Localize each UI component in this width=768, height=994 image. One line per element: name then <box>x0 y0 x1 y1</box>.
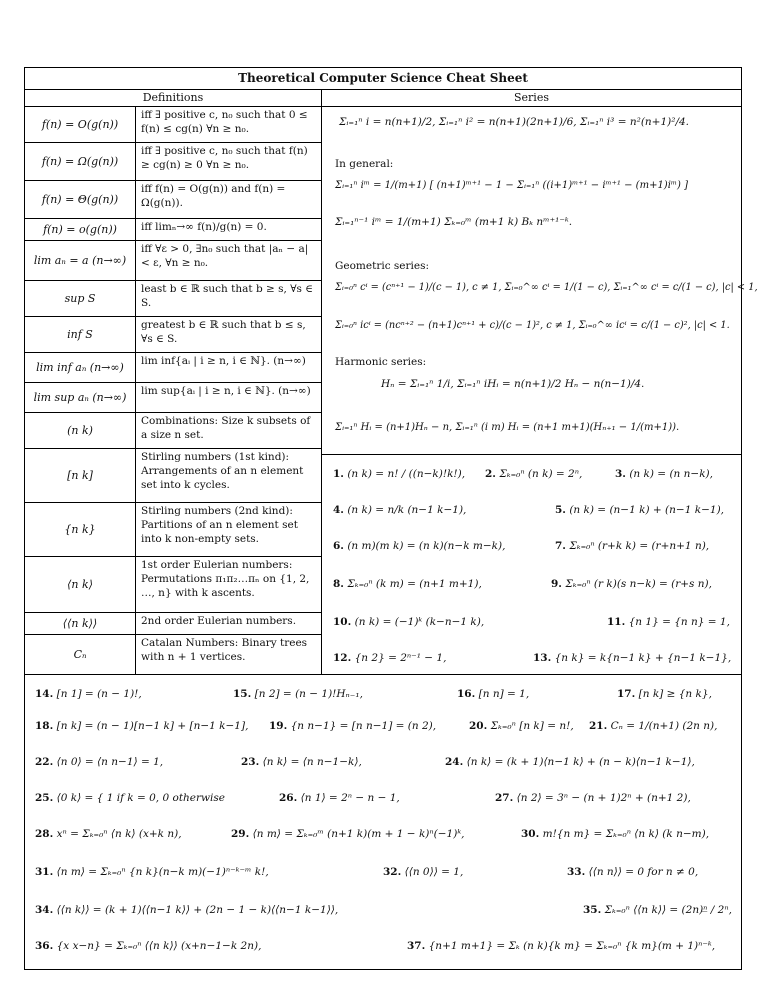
definition-row <box>25 448 321 503</box>
identity-20: 20. Σₖ₌₀ⁿ [n k] = n!, <box>469 720 574 732</box>
identity-19: 19. {n n−1} = [n n−1] = (n 2), <box>269 720 437 732</box>
identity-25: 25. ⟨0 k⟩ = { 1 if k = 0, 0 otherwise <box>35 792 225 804</box>
definition-term: (n k) <box>67 423 93 437</box>
definition-desc: Catalan Numbers: Binary trees with n + 1 vertices. <box>141 637 308 663</box>
geometric-label: Geometric series: <box>335 260 430 272</box>
definition-desc: least b ∈ ℝ such that b ≥ s, ∀s ∈ S. <box>141 283 314 309</box>
identity-18: 18. [n k] = (n − 1)[n−1 k] + [n−1 k−1], <box>35 720 249 732</box>
identity-28: 28. xⁿ = Σₖ₌₀ⁿ ⟨n k⟩ (x+k n), <box>35 828 182 840</box>
identity-29: 29. ⟨n m⟩ = Σₖ₌₀ᵐ (n+1 k)(m + 1 − k)ⁿ(−1)ᵏ, <box>231 828 465 840</box>
identity-32: 32. ⟨⟨n 0⟩⟩ = 1, <box>383 866 464 878</box>
series-harmonic-sum: Σᵢ₌₁ⁿ Hᵢ = (n+1)Hₙ − n, Σᵢ₌₁ⁿ (i m) Hᵢ = (n+1 m+1)(Hₙ₊₁ − 1/(m+1)). <box>335 422 680 433</box>
cheat-sheet <box>24 67 758 970</box>
definition-desc: 2nd order Eulerian numbers. <box>141 615 297 627</box>
definition-row <box>25 106 321 143</box>
identity-31: 31. ⟨n m⟩ = Σₖ₌₀ⁿ {n k}(n−k m)(−1)ⁿ⁻ᵏ⁻ᵐ k!, <box>35 866 269 878</box>
identity-6: 6. (n m)(m k) = (n k)(n−k m−k), <box>333 540 506 552</box>
definition-row <box>25 142 321 181</box>
definition-row <box>25 352 321 383</box>
definition-row <box>25 382 321 413</box>
definition-desc: Stirling numbers (2nd kind): Partitions of an n element set into k non-empty sets. <box>141 505 298 545</box>
identity-27: 27. ⟨n 2⟩ = 3ⁿ − (n + 1)2ⁿ + (n+1 2), <box>495 792 691 804</box>
identity-4: 4. (n k) = n/k (n−1 k−1), <box>333 504 467 516</box>
definition-row <box>25 502 321 557</box>
definition-desc: lim sup{aᵢ | i ≥ n, i ∈ ℕ}. (n→∞) <box>141 385 311 397</box>
definition-term: sup S <box>64 291 96 305</box>
definition-row <box>25 240 321 281</box>
definitions-header: Definitions <box>25 89 321 107</box>
identity-10: 10. (n k) = (−1)ᵏ (k−n−1 k), <box>333 616 485 628</box>
identity-30: 30. m!{n m} = Σₖ₌₀ⁿ ⟨n k⟩ (k n−m), <box>521 828 710 840</box>
definition-desc: iff limₙ→∞ f(n)/g(n) = 0. <box>141 221 267 233</box>
definition-desc: iff f(n) = O(g(n)) and f(n) = Ω(g(n)). <box>141 183 286 209</box>
definition-desc: iff ∃ positive c, n₀ such that f(n) ≥ cg(n) ≥ 0 ∀n ≥ n₀. <box>141 145 308 171</box>
identity-24: 24. ⟨n k⟩ = (k + 1)⟨n−1 k⟩ + (n − k)⟨n−1 k−1⟩, <box>445 756 695 768</box>
definition-term: lim aₙ = a (n→∞) <box>33 253 127 267</box>
identity-22: 22. ⟨n 0⟩ = ⟨n n−1⟩ = 1, <box>35 756 164 768</box>
series-header: Series <box>322 89 741 107</box>
general-label: In general: <box>335 158 394 170</box>
definition-row <box>25 280 321 317</box>
definition-row <box>25 634 321 675</box>
definition-row <box>25 316 321 353</box>
definition-term: lim sup aₙ (n→∞) <box>33 390 127 404</box>
sheet-title: Theoretical Computer Science Cheat Sheet <box>25 68 741 90</box>
definition-desc: greatest b ∈ ℝ such that b ≤ s, ∀s ∈ S. <box>141 319 306 345</box>
definition-desc: iff ∀ε > 0, ∃n₀ such that |aₙ − a| < ε, ∀n ≥ n₀. <box>141 243 309 269</box>
identity-15: 15. [n 2] = (n − 1)!Hₙ₋₁, <box>233 688 363 700</box>
definition-term: Cₙ <box>73 647 87 661</box>
identity-9: 9. Σₖ₌₀ⁿ (r k)(s n−k) = (r+s n), <box>551 578 712 590</box>
definition-term: f(n) = O(g(n)) <box>41 117 119 131</box>
definition-term: f(n) = o(g(n)) <box>43 222 117 236</box>
identity-13: 13. {n k} = k{n−1 k} + {n−1 k−1}, <box>533 652 732 664</box>
series-sums-powers: Σᵢ₌₁ⁿ i = n(n+1)/2, Σᵢ₌₁ⁿ i² = n(n+1)(2n+1)/6, Σᵢ₌₁ⁿ i³ = n²(n+1)²/4. <box>339 116 690 128</box>
definition-desc: iff ∃ positive c, n₀ such that 0 ≤ f(n) ≤ cg(n) ∀n ≥ n₀. <box>141 109 308 135</box>
definition-term: ⟨n k⟩ <box>67 577 93 591</box>
identity-2: 2. Σₖ₌₀ⁿ (n k) = 2ⁿ, <box>485 468 583 480</box>
series-harmonic: Hₙ = Σᵢ₌₁ⁿ 1/i, Σᵢ₌₁ⁿ iHᵢ = n(n+1)/2 Hₙ − n(n−1)/4. <box>381 378 645 390</box>
identity-23: 23. ⟨n k⟩ = ⟨n n−1−k⟩, <box>241 756 362 768</box>
identity-36: 36. {x x−n} = Σₖ₌₀ⁿ ⟨⟨n k⟩⟩ (x+n−1−k 2n), <box>35 940 262 952</box>
definition-term: f(n) = Θ(g(n)) <box>41 192 119 206</box>
definition-term: inf S <box>67 327 93 341</box>
identity-26: 26. ⟨n 1⟩ = 2ⁿ − n − 1, <box>279 792 400 804</box>
definition-row <box>25 612 321 635</box>
definition-term: lim inf aₙ (n→∞) <box>36 360 124 374</box>
identity-16: 16. [n n] = 1, <box>457 688 530 700</box>
identity-17: 17. [n k] ≥ {n k}, <box>617 688 712 700</box>
identity-35: 35. Σₖ₌₀ⁿ ⟨⟨n k⟩⟩ = (2n)ⁿ̲ / 2ⁿ, <box>583 904 732 916</box>
series-geometric: Σᵢ₌₀ⁿ cⁱ = (cⁿ⁺¹ − 1)/(c − 1), c ≠ 1, Σᵢ₌₀^∞ cⁱ = 1/(1 − c), Σᵢ₌₁^∞ cⁱ = c/(1 − c), |c| < 1, <box>335 282 758 293</box>
definition-row <box>25 180 321 219</box>
harmonic-label: Harmonic series: <box>335 356 427 368</box>
identity-3: 3. (n k) = (n n−k), <box>615 468 713 480</box>
series-geometric-weighted: Σᵢ₌₀ⁿ icⁱ = (ncⁿ⁺² − (n+1)cⁿ⁺¹ + c)/(c − 1)², c ≠ 1, Σᵢ₌₀^∞ icⁱ = c/(1 − c)², |c| < 1. <box>335 320 730 331</box>
identity-8: 8. Σₖ₌₀ⁿ (k m) = (n+1 m+1), <box>333 578 482 590</box>
identity-21: 21. Cₙ = 1/(n+1) (2n n), <box>589 720 718 732</box>
identity-12: 12. {n 2} = 2ⁿ⁻¹ − 1, <box>333 652 447 664</box>
identity-14: 14. [n 1] = (n − 1)!, <box>35 688 142 700</box>
column-divider <box>321 89 322 674</box>
identity-1: 1. (n k) = n! / ((n−k)!k!), <box>333 468 466 480</box>
identity-33: 33. ⟨⟨n n⟩⟩ = 0 for n ≠ 0, <box>567 866 699 878</box>
identity-34: 34. ⟨⟨n k⟩⟩ = (k + 1)⟨⟨n−1 k⟩⟩ + (2n − 1 − k)⟨⟨n−1 k−1⟩⟩, <box>35 904 339 916</box>
definition-term: {n k} <box>64 522 96 536</box>
definition-term: [n k] <box>67 468 93 482</box>
identity-7: 7. Σₖ₌₀ⁿ (r+k k) = (r+n+1 n), <box>555 540 710 552</box>
identities-top-rule <box>25 674 741 675</box>
definition-row <box>25 412 321 449</box>
definition-row <box>25 556 321 613</box>
definition-desc: Combinations: Size k subsets of a size n set. <box>141 415 311 441</box>
series-bottom-rule <box>321 454 741 455</box>
definition-term: f(n) = Ω(g(n)) <box>41 154 119 168</box>
identity-5: 5. (n k) = (n−1 k) + (n−1 k−1), <box>555 504 724 516</box>
series-bernoulli: Σᵢ₌₁ⁿ⁻¹ iᵐ = 1/(m+1) Σₖ₌₀ᵐ (m+1 k) Bₖ nᵐ⁺¹⁻ᵏ. <box>335 216 573 228</box>
identity-11: 11. {n 1} = {n n} = 1, <box>607 616 730 628</box>
definition-desc: lim inf{aᵢ | i ≥ n, i ∈ ℕ}. (n→∞) <box>141 355 306 367</box>
definition-row <box>25 218 321 241</box>
definition-desc: 1st order Eulerian numbers: Permutations π₁π₂…πₙ on {1, 2, …, n} with k ascents. <box>141 559 310 599</box>
series-general-power: Σᵢ₌₁ⁿ iᵐ = 1/(m+1) [ (n+1)ᵐ⁺¹ − 1 − Σᵢ₌₁ⁿ ((i+1)ᵐ⁺¹ − iᵐ⁺¹ − (m+1)iᵐ) ] <box>335 180 689 191</box>
definition-term: ⟨⟨n k⟩⟩ <box>62 616 98 630</box>
definition-desc: Stirling numbers (1st kind): Arrangements of an n element set into k cycles. <box>141 451 304 491</box>
identity-37: 37. {n+1 m+1} = Σₖ (n k){k m} = Σₖ₌₀ⁿ {k m}(m + 1)ⁿ⁻ᵏ, <box>407 940 716 952</box>
